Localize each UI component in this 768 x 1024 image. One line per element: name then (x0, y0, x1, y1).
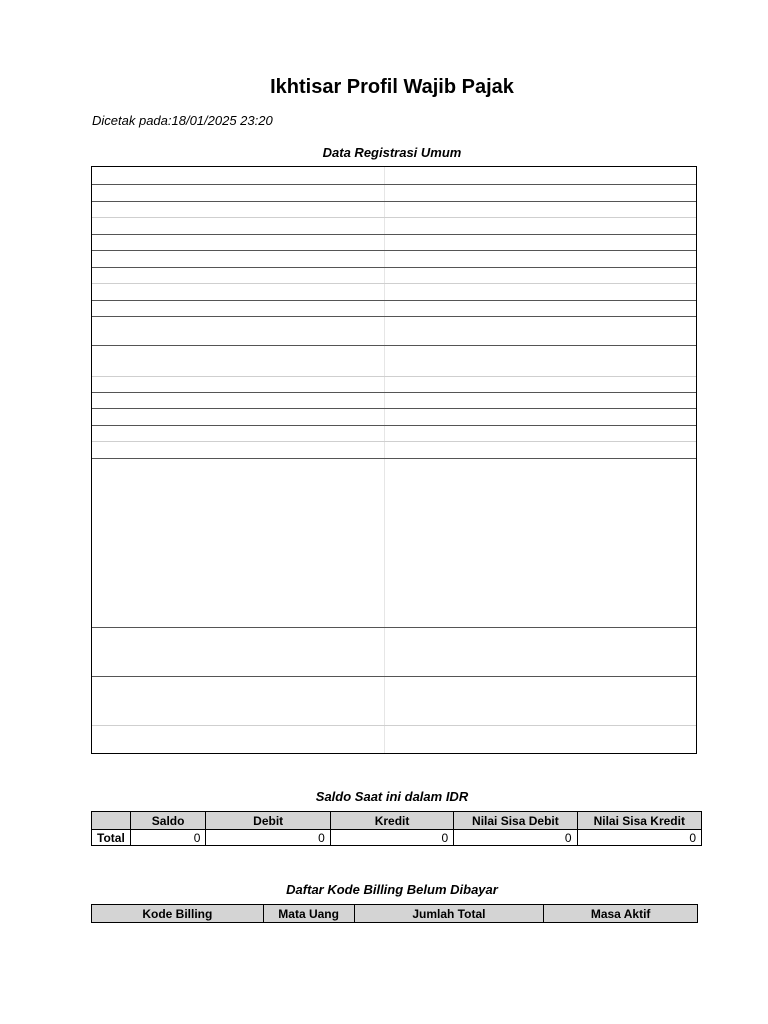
billing-heading: Daftar Kode Billing Belum Dibayar (286, 882, 498, 897)
registration-row-divider (92, 458, 696, 459)
total-nilai-sisa-debit: 0 (454, 830, 577, 846)
registration-row-divider (92, 234, 696, 235)
balance-col-header: Nilai Sisa Debit (454, 812, 577, 830)
balance-col-header: Nilai Sisa Kredit (577, 812, 701, 830)
printed-timestamp: Dicetak pada:18/01/2025 23:20 (92, 113, 273, 128)
registration-row-divider (92, 676, 696, 677)
registration-row-divider (92, 217, 696, 218)
registration-row-divider (92, 345, 696, 346)
balance-col-header (92, 812, 131, 830)
registration-row-divider (92, 627, 696, 628)
document-title: Ikhtisar Profil Wajib Pajak (270, 76, 514, 98)
balance-heading: Saldo Saat ini dalam IDR (315, 789, 469, 804)
balance-table (91, 811, 702, 846)
registration-row-divider (92, 376, 696, 377)
billing-header-row (92, 905, 698, 923)
registration-column-divider (384, 167, 385, 753)
total-kredit: 0 (330, 830, 453, 846)
billing-col-header: Mata Uang (263, 905, 354, 923)
registration-row-divider (92, 425, 696, 426)
registration-row-divider (92, 201, 696, 202)
registration-table (91, 166, 697, 754)
balance-col-header: Saldo (130, 812, 206, 830)
registration-row-divider (92, 316, 696, 317)
balance-total-row (92, 830, 702, 846)
registration-row-divider (92, 725, 696, 726)
registration-row-divider (92, 283, 696, 284)
billing-col-header: Masa Aktif (544, 905, 698, 923)
registration-row-divider (92, 250, 696, 251)
billing-col-header: Jumlah Total (354, 905, 544, 923)
registration-row-divider (92, 408, 696, 409)
registration-row-divider (92, 441, 696, 442)
registration-heading: Data Registrasi Umum (322, 145, 462, 160)
billing-table (91, 904, 698, 923)
total-nilai-sisa-kredit: 0 (577, 830, 701, 846)
registration-row-divider (92, 392, 696, 393)
total-saldo: 0 (130, 830, 206, 846)
registration-row-divider (92, 184, 696, 185)
total-label: Total (92, 830, 131, 846)
registration-row-divider (92, 267, 696, 268)
balance-col-header: Kredit (330, 812, 453, 830)
total-debit: 0 (206, 830, 330, 846)
registration-row-divider (92, 300, 696, 301)
balance-col-header: Debit (206, 812, 330, 830)
balance-header-row (92, 812, 702, 830)
billing-col-header: Kode Billing (92, 905, 264, 923)
